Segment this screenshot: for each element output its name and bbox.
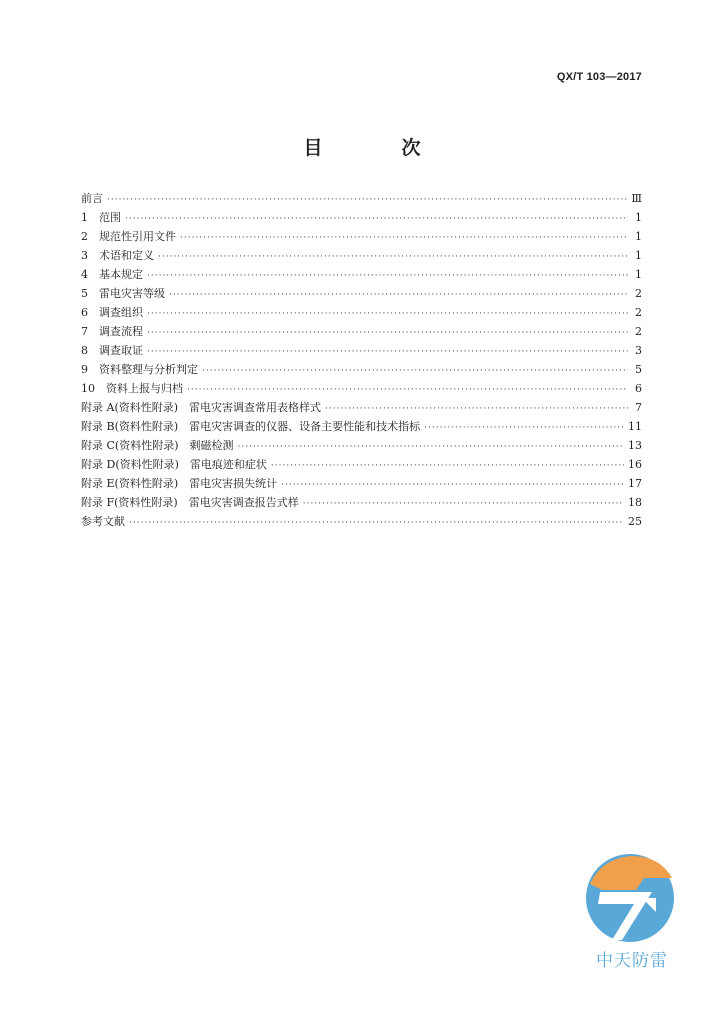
toc-leader-dots [125, 210, 628, 229]
toc-entry [81, 417, 642, 436]
toc-entry-label: 附录 A(资料性附录) 雷电灾害调查常用表格样式 [81, 401, 322, 414]
toc-entry [81, 379, 642, 398]
toc-entry [81, 398, 642, 417]
toc-leader-dots [424, 419, 624, 438]
table-of-contents [81, 189, 642, 531]
toc-entry-label: 7 调查流程 [81, 325, 143, 338]
toc-entry [81, 474, 642, 493]
toc-entry-page: 18 [628, 496, 642, 509]
toc-entry-page: 3 [635, 344, 642, 357]
toc-entry [81, 436, 642, 455]
toc-leader-dots [238, 438, 625, 457]
toc-leader-dots [107, 191, 627, 210]
toc-entry-page: 1 [635, 268, 642, 281]
toc-entry-label: 4 基本规定 [81, 268, 143, 281]
toc-leader-dots [202, 362, 628, 381]
toc-entry-label: 前言 [81, 192, 103, 205]
toc-entry [81, 493, 642, 512]
toc-entry-label: 附录 F(资料性附录) 雷电灾害调查报告式样 [81, 496, 299, 509]
toc-entry-label: 10 资料上报与归档 [81, 382, 183, 395]
page-title: 目 次 [303, 137, 451, 159]
toc-leader-dots [147, 267, 628, 286]
toc-entry-page: 7 [635, 401, 642, 414]
toc-entry-page: 6 [635, 382, 642, 395]
watermark-text: 中天防雷 [596, 951, 668, 971]
standard-code: QX/T 103—2017 [556, 71, 642, 83]
toc-entry-page: 2 [635, 325, 642, 338]
toc-entry [81, 265, 642, 284]
toc-leader-dots [147, 305, 628, 324]
toc-entry-label: 参考文献 [81, 515, 125, 528]
toc-entry-page: 2 [635, 287, 642, 300]
toc-entry-label: 5 雷电灾害等级 [81, 287, 165, 300]
toc-entry [81, 208, 642, 227]
toc-entry-label: 9 资料整理与分析判定 [81, 363, 198, 376]
toc-entry-label: 附录 C(资料性附录) 剩磁检测 [81, 439, 234, 452]
toc-entry-page: 13 [628, 439, 642, 452]
toc-entry-page: 11 [628, 420, 642, 433]
toc-entry [81, 455, 642, 474]
toc-entry-page: 1 [635, 249, 642, 262]
toc-entry [81, 341, 642, 360]
toc-entry [81, 227, 642, 246]
toc-entry-label: 6 调查组织 [81, 306, 143, 319]
toc-leader-dots [281, 476, 624, 495]
toc-entry [81, 303, 642, 322]
toc-entry-label: 8 调查取证 [81, 344, 143, 357]
toc-entry-page: 16 [628, 458, 642, 471]
toc-entry [81, 246, 642, 265]
toc-entry-page: 5 [635, 363, 642, 376]
toc-leader-dots [158, 248, 628, 267]
toc-leader-dots [303, 495, 624, 514]
toc-entry-page: 25 [628, 515, 642, 528]
toc-leader-dots [180, 229, 628, 248]
toc-entry-page: 1 [635, 211, 642, 224]
toc-leader-dots [147, 343, 628, 362]
toc-entry-label: 附录 D(资料性附录) 雷电痕迹和症状 [81, 458, 267, 471]
toc-entry [81, 284, 642, 303]
toc-leader-dots [147, 324, 628, 343]
toc-entry [81, 322, 642, 341]
toc-entry [81, 512, 642, 531]
toc-entry-label: 3 术语和定义 [81, 249, 154, 262]
toc-entry [81, 189, 642, 208]
toc-entry-page: 1 [635, 230, 642, 243]
toc-leader-dots [129, 514, 624, 533]
toc-entry-page: Ⅲ [631, 192, 642, 205]
toc-leader-dots [169, 286, 628, 305]
toc-entry-page: 17 [628, 477, 642, 490]
toc-entry-page: 2 [635, 306, 642, 319]
toc-entry-label: 1 范围 [81, 211, 121, 224]
toc-entry-label: 附录 E(资料性附录) 雷电灾害损失统计 [81, 477, 278, 490]
toc-entry-label: 2 规范性引用文件 [81, 230, 176, 243]
toc-entry [81, 360, 642, 379]
toc-entry-label: 附录 B(资料性附录) 雷电灾害调查的仪器、设备主要性能和技术指标 [81, 420, 421, 433]
toc-leader-dots [271, 457, 624, 476]
